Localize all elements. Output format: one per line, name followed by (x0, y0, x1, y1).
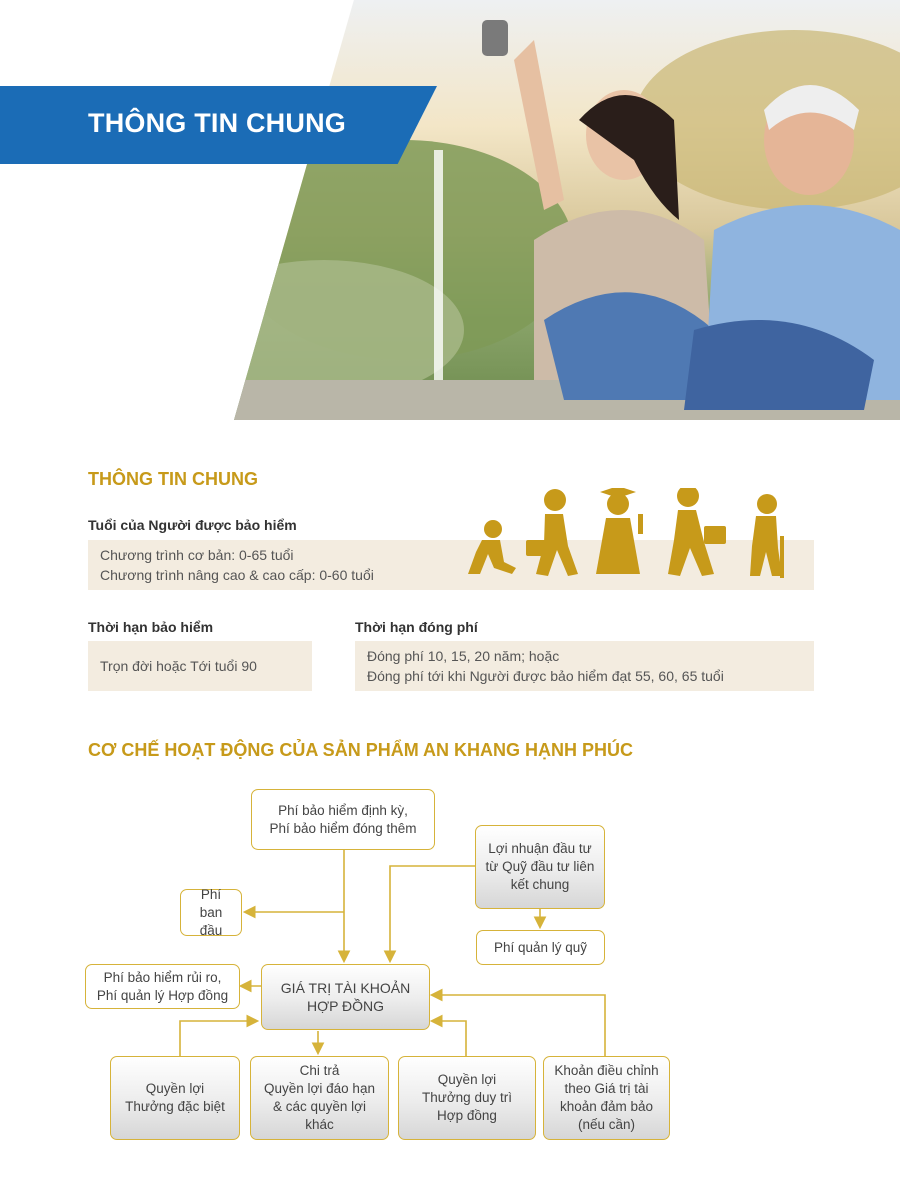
retention-bonus-line-3: Hợp đồng (437, 1108, 497, 1123)
premium-node (251, 789, 435, 850)
age-basic-text: Chương trình cơ bản: 0-65 tuổi (100, 547, 294, 563)
initial-fee-node (180, 886, 242, 938)
maturity-line-3: & các quyền lợi (273, 1099, 366, 1114)
general-section-title: THÔNG TIN CHUNG (88, 469, 258, 489)
term-value: Trọn đời hoặc Tới tuổi 90 (100, 658, 257, 674)
adjustment-line-4: (nếu cần) (577, 1117, 636, 1132)
term-label: Thời hạn bảo hiểm (88, 619, 214, 635)
payment-label: Thời hạn đóng phí (355, 619, 478, 635)
risk-fee-node (85, 964, 240, 1009)
investment-profit-line-1: Lợi nhuận đầu tư (488, 841, 592, 856)
retention-bonus-node (398, 1056, 536, 1140)
age-label: Tuổi của Người được bảo hiểm (88, 517, 297, 533)
initial-fee-line-2: ban đầu (199, 904, 223, 938)
payment-line-1: Đóng phí 10, 15, 20 năm; hoặc (367, 648, 560, 664)
risk-fee-line-2: Phí quản lý Hợp đồng (96, 987, 229, 1003)
premium-line-2: Phí bảo hiểm đóng thêm (269, 820, 417, 836)
premium-line-1: Phí bảo hiểm định kỳ, (278, 802, 408, 818)
special-bonus-node (110, 1056, 240, 1140)
adjustment-node (543, 1056, 670, 1140)
mechanism-section-title: CƠ CHẾ HOẠT ĐỘNG CỦA SẢN PHẨM AN KHANG HẠNH PHÚC (88, 740, 634, 760)
payment-line-2: Đóng phí tới khi Người được bảo hiểm đạt 55, 60, 65 tuổi (367, 668, 724, 684)
age-advanced-text: Chương trình nâng cao & cao cấp: 0-60 tuổi (100, 567, 374, 583)
maturity-line-1: Chi trả (299, 1063, 340, 1078)
adjustment-line-1: Khoản điều chỉnh (554, 1063, 659, 1078)
hero-title: THÔNG TIN CHUNG (88, 108, 346, 138)
account-value-line-2: HỢP ĐỒNG (306, 998, 385, 1014)
maturity-node (250, 1056, 389, 1140)
special-bonus-line-1: Quyền lợi (145, 1081, 205, 1096)
investment-profit-line-3: kết chung (510, 877, 570, 892)
maturity-line-4: khác (305, 1117, 334, 1132)
investment-profit-line-2: từ Quỹ đầu tư liên (485, 859, 595, 874)
initial-fee-line-1: Phí (200, 886, 222, 902)
retention-bonus-line-1: Quyền lợi (437, 1072, 497, 1087)
fund-fee-label: Phí quản lý quỹ (493, 939, 588, 955)
investment-profit-node (475, 825, 605, 909)
maturity-line-2: Quyền lợi đáo hạn (264, 1081, 375, 1096)
account-value-node (261, 964, 430, 1030)
special-bonus-line-2: Thưởng đặc biệt (125, 1099, 225, 1114)
adjustment-line-2: theo Giá trị tài (564, 1081, 649, 1096)
adjustment-line-3: khoản đảm bảo (559, 1099, 654, 1114)
retention-bonus-line-2: Thưởng duy trì (422, 1090, 512, 1105)
fund-fee-node (476, 930, 605, 965)
account-value-line-1: GIÁ TRỊ TÀI KHOẢN (280, 980, 411, 996)
risk-fee-line-1: Phí bảo hiểm rủi ro, (103, 969, 222, 985)
